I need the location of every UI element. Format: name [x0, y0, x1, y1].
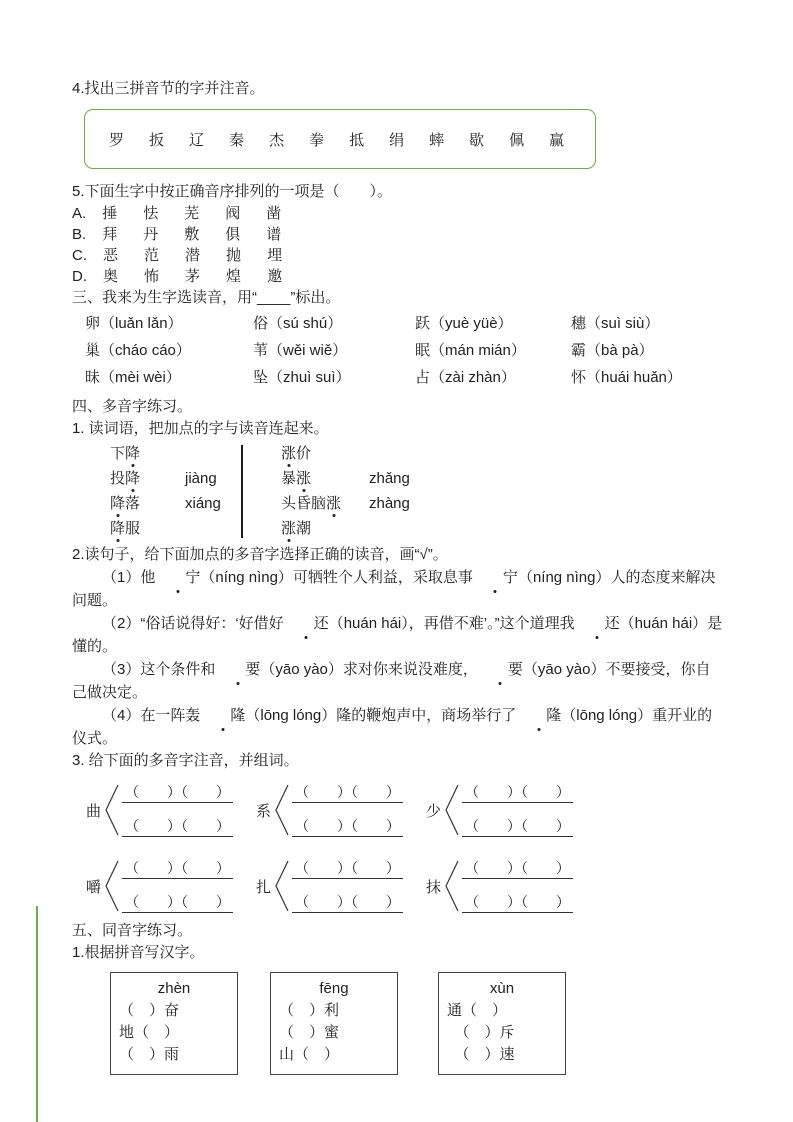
connect-pinyin: [369, 520, 439, 538]
dotted-char: 还: [575, 612, 620, 635]
homophone-box: [438, 972, 566, 1075]
box-character: 罗: [109, 131, 125, 149]
phonetic-choice-item: 巢（cháo cáo）: [85, 342, 191, 359]
pinyin-header: fēng: [319, 980, 349, 997]
fork-branches: [292, 783, 403, 837]
fork-branches: [122, 859, 233, 913]
phonetic-choice-item: 俗（sú shú）: [253, 315, 343, 332]
connect-word: 投降: [110, 470, 141, 487]
fill-blank-line: （ ）利: [279, 1002, 340, 1019]
option-character: 范: [144, 247, 160, 264]
box-character: 抵: [349, 131, 365, 149]
option-row: [72, 266, 724, 287]
box-character: 歇: [469, 131, 485, 149]
phonetic-choice-item: 眠（mán mián）: [415, 342, 526, 359]
dotted-char: 涨: [296, 470, 312, 487]
box-character: 绢: [389, 131, 405, 149]
polyphone-character: 系: [256, 802, 272, 820]
connect-divider: [241, 445, 243, 538]
connect-left: [110, 445, 241, 538]
answer-line: （ ）（ ）: [292, 893, 403, 913]
q5-options: [72, 203, 724, 287]
option-character: 恶: [103, 247, 119, 264]
phonetic-choice-item: 占（zài zhàn）: [415, 369, 516, 386]
option-character: 俱: [225, 226, 241, 243]
answer-line: （ ）（ ）: [292, 783, 403, 803]
polyphone-character: 少: [426, 802, 442, 820]
sentence: （1）他 宁（níng nìng）可牺牲个人利益，采取息事 宁（níng nìng）人的态度来解决问题。: [72, 566, 724, 612]
sbox-row: [110, 972, 724, 1075]
fill-blank-line: （ ）蜜: [279, 1024, 340, 1041]
fork-bracket-icon: [274, 782, 290, 838]
answer-line: （ ）（ ）: [122, 859, 233, 879]
dotted-char: 降: [125, 445, 141, 462]
option-character: 煌: [226, 268, 242, 285]
fork-branches: [462, 783, 573, 837]
option-character: 拜: [102, 226, 118, 243]
option-row: [72, 245, 724, 266]
dotted-char: 还: [284, 612, 329, 635]
q4-char-box: [84, 109, 596, 169]
phonetic-choice-item: 霸（bà pà）: [571, 342, 654, 359]
phonetic-choice-item: 坠（zhuì suì）: [253, 369, 351, 386]
dotted-char: 宁: [155, 566, 200, 589]
answer-line: （ ）（ ）: [122, 817, 233, 837]
polyphone-character: 抹: [426, 878, 442, 896]
fork-bracket-icon: [104, 782, 120, 838]
worksheet-page: [72, 78, 724, 1075]
polyphone-group: [426, 782, 596, 838]
connect-pinyin: [185, 520, 241, 538]
box-character: 赢: [549, 131, 565, 149]
sec3-grid: [85, 312, 724, 390]
box-character: 拳: [309, 131, 325, 149]
connect-word: 涨潮: [281, 520, 312, 537]
sec4-sentences: [72, 566, 724, 750]
fill-blank-line: （ ）雨: [119, 1046, 180, 1063]
option-character: 奥: [103, 268, 119, 285]
polyphone-group: [86, 858, 256, 914]
connect-word: 头昏脑涨: [281, 495, 342, 512]
box-character: 杰: [269, 131, 285, 149]
box-character: 秦: [229, 131, 245, 149]
option-character: 邀: [267, 268, 283, 285]
fill-blank-line: 山（ ）: [279, 1046, 340, 1063]
option-label: D.: [72, 268, 87, 285]
phonetic-choice-item: 昧（mèi wèi）: [85, 369, 181, 386]
dotted-char: 降: [110, 495, 126, 512]
fork-bracket-icon: [444, 782, 460, 838]
connect-exercise: [110, 445, 724, 538]
pinyin-header: xùn: [489, 980, 515, 997]
fork-bracket-icon: [274, 858, 290, 914]
pinyin-header: zhèn: [157, 980, 191, 997]
connect-pinyin: zhǎng: [369, 470, 410, 487]
option-row: [72, 224, 724, 245]
option-character: 潜: [185, 247, 201, 264]
sec4-sub2: 2.读句子，给下面加点的多音字选择正确的读音，画“√”。: [72, 546, 448, 563]
dotted-char: 降: [125, 470, 141, 487]
box-character: 佩: [509, 131, 525, 149]
option-label: B.: [72, 226, 87, 243]
polyphone-character: 扎: [256, 878, 272, 896]
answer-line: （ ）（ ）: [462, 893, 573, 913]
fork-branches: [122, 783, 233, 837]
sec5-sub1: 1.根据拼音写汉字。: [72, 944, 205, 961]
option-character: 怖: [144, 268, 160, 285]
fill-blank-line: （ ）奋: [119, 1002, 180, 1019]
sec4-sub1: 1. 读词语，把加点的字与读音连起来。: [72, 420, 329, 437]
option-character: 芜: [184, 205, 200, 222]
connect-word: 降落: [110, 495, 141, 512]
polyphone-group: [426, 858, 596, 914]
connect-right: [281, 445, 439, 538]
green-left-border: [36, 906, 38, 1122]
polyphone-character: 曲: [86, 802, 102, 820]
mc-grid: [86, 782, 724, 914]
answer-line: （ ）（ ）: [122, 893, 233, 913]
answer-line: （ ）（ ）: [462, 783, 573, 803]
option-character: 丹: [143, 226, 159, 243]
connect-pinyin: [185, 445, 241, 463]
dotted-char: 涨: [281, 520, 297, 537]
dotted-char: 隆: [200, 704, 245, 727]
dotted-char: 涨: [326, 495, 342, 512]
dotted-char: 隆: [516, 704, 561, 727]
dotted-char: 宁: [473, 566, 518, 589]
fill-blank-line: （ ）速: [447, 1046, 515, 1063]
box-character: 扳: [149, 131, 165, 149]
polyphone-group: [256, 858, 426, 914]
polyphone-group: [86, 782, 256, 838]
connect-word: 暴涨: [281, 470, 312, 487]
answer-line: （ ）（ ）: [292, 859, 403, 879]
option-label: C.: [72, 247, 87, 264]
sentence: （2）“俗话说得好：‘好借好 还（huán hái），再借不难’。”这个道理我 还（huán hái）是懂的。: [72, 612, 724, 658]
connect-pinyin: [369, 445, 439, 463]
box-character: 辽: [189, 131, 205, 149]
fork-branches: [462, 859, 573, 913]
fill-blank-line: 通（ ）: [447, 1002, 508, 1019]
phonetic-choice-item: 卵（luǎn lǎn）: [85, 315, 183, 332]
homophone-box: [270, 972, 398, 1075]
q4-title: 4.找出三拼音节的字并注音。: [72, 80, 265, 97]
phonetic-choice-item: 穗（suì siù）: [571, 315, 660, 332]
fill-blank-line: （ ）斥: [447, 1024, 515, 1041]
fork-branches: [292, 859, 403, 913]
option-character: 敷: [184, 226, 200, 243]
option-row: [72, 203, 724, 224]
option-character: 茅: [185, 268, 201, 285]
homophone-box: [110, 972, 238, 1075]
fork-bracket-icon: [104, 858, 120, 914]
polyphone-character: 嚼: [86, 878, 102, 896]
connect-pinyin: xiáng: [185, 495, 221, 512]
sec3-title: 三、我来为生字选读音，用“____”标出。: [72, 289, 341, 306]
sec5-title: 五、同音字练习。: [72, 922, 193, 939]
answer-line: （ ）（ ）: [292, 817, 403, 837]
sentence: （4）在一阵轰 隆（lōng lóng）隆的鞭炮声中，商场举行了 隆（lōng lóng）重开业的仪式。: [72, 704, 724, 750]
connect-word: 降服: [110, 520, 141, 537]
option-character: 埋: [267, 247, 283, 264]
connect-word: 下降: [110, 445, 141, 462]
fill-blank-line: 地（ ）: [119, 1024, 180, 1041]
sec4-title: 四、多音字练习。: [72, 398, 193, 415]
phonetic-choice-item: 怀（huái huǎn）: [571, 369, 682, 386]
box-character: 蟀: [429, 131, 445, 149]
connect-word: 涨价: [281, 445, 312, 462]
phonetic-choice-item: 跃（yuè yüè）: [415, 315, 513, 332]
dotted-char: 降: [110, 520, 126, 537]
sec4-sub3: 3. 给下面的多音字注音，并组词。: [72, 752, 299, 769]
connect-pinyin: jiàng: [185, 470, 217, 487]
option-character: 谱: [266, 226, 282, 243]
connect-pinyin: zhàng: [369, 495, 410, 512]
option-character: 怯: [143, 205, 159, 222]
option-character: 凿: [266, 205, 282, 222]
dotted-char: 要: [478, 658, 523, 681]
fork-bracket-icon: [444, 858, 460, 914]
option-label: A.: [72, 205, 87, 222]
dotted-char: 涨: [281, 445, 297, 462]
sentence: （3）这个条件和 要（yāo yào）求对你来说没难度， 要（yāo yào）不要接受，你自己做决定。: [72, 658, 724, 704]
answer-line: （ ）（ ）: [122, 783, 233, 803]
polyphone-group: [256, 782, 426, 838]
option-character: 捶: [102, 205, 118, 222]
answer-line: （ ）（ ）: [462, 817, 573, 837]
q5-title: 5.下面生字中按正确音序排列的一项是（ ）。: [72, 183, 393, 200]
option-character: 抛: [226, 247, 242, 264]
dotted-char: 要: [215, 658, 260, 681]
phonetic-choice-item: 苇（wěi wiě）: [253, 342, 348, 359]
answer-line: （ ）（ ）: [462, 859, 573, 879]
option-character: 阀: [225, 205, 241, 222]
